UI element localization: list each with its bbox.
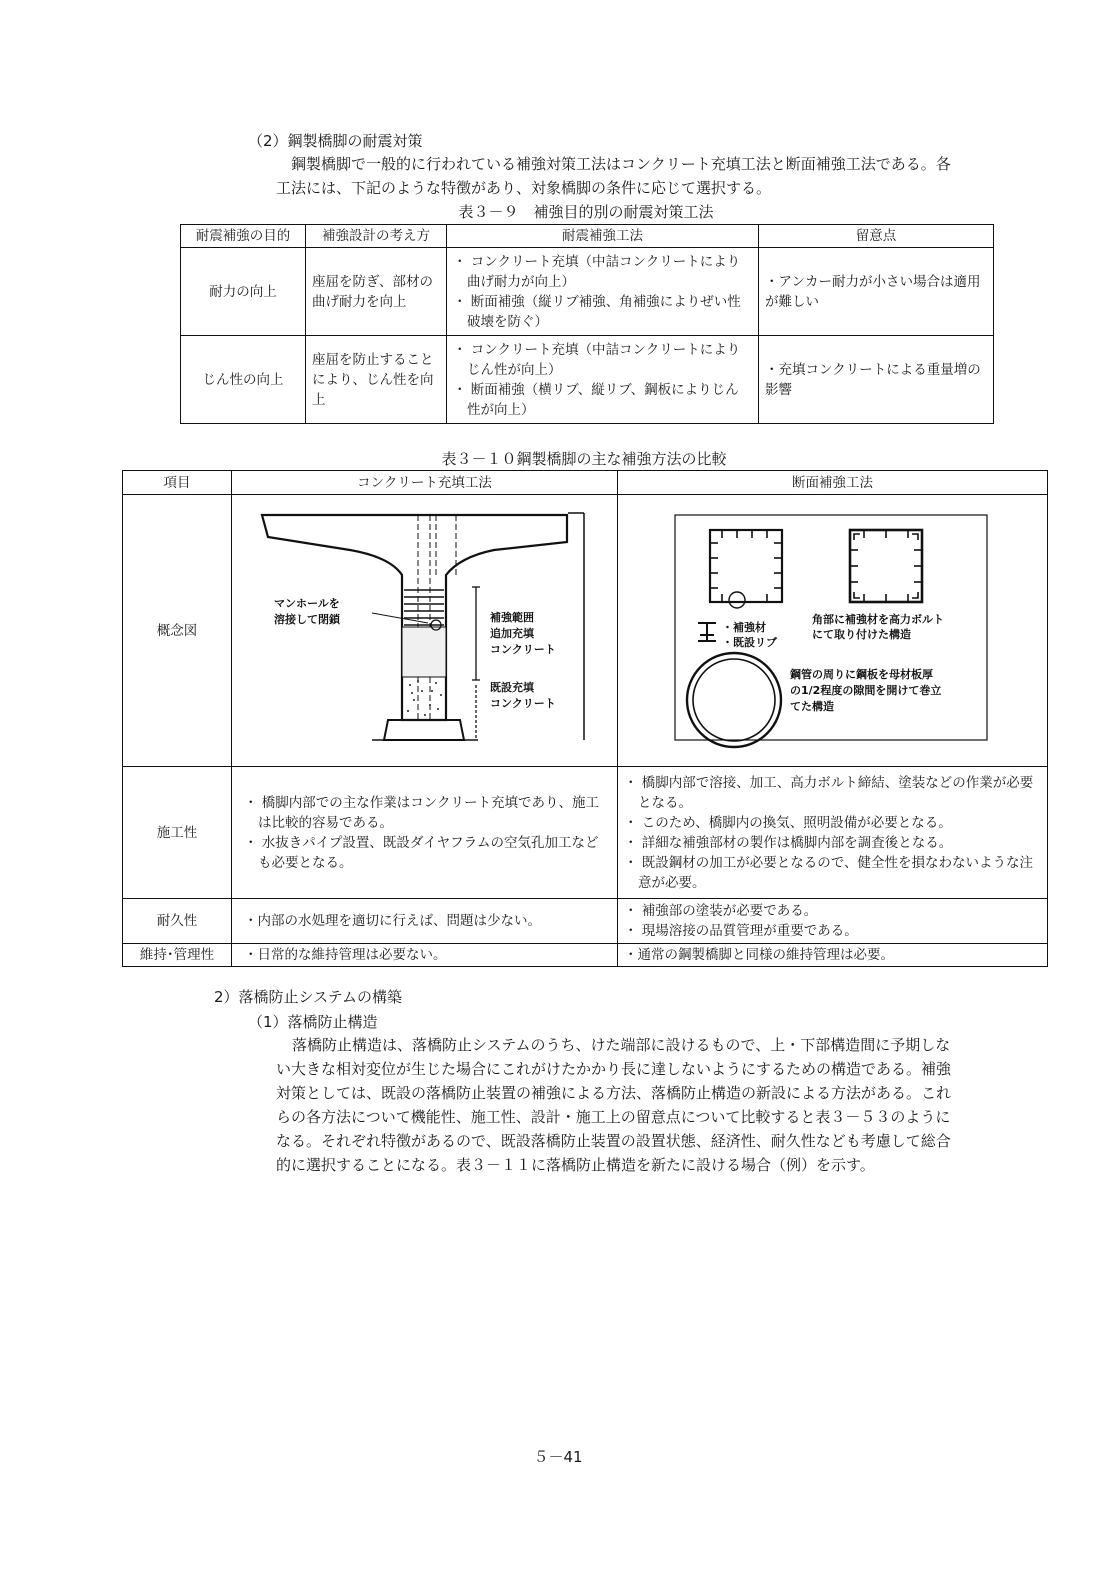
figure-label: の1/2程度の隙間を開けて巻立 [790,684,942,697]
list-item-text: 断面補強（縦リブ補強、角補強によりぜい性破壊を防ぐ） [467,293,741,330]
paragraph-line: らの各方法について機能性、施工性、設計・施工上の留意点について比較すると表３－５３のように [276,1108,951,1126]
list-item: ・ 現場溶接の品質管理が重要である。 [624,923,858,939]
section-paragraph [276,1033,1036,1177]
list-item: ・ 断面補強（横リブ、縦リブ、鋼板によりじん性が向上） [453,381,739,418]
row-label: 維持･管理性 [123,944,232,967]
table-row [123,944,1048,967]
table-row [181,336,994,424]
column-header: 耐震補強工法 [447,225,759,248]
table-caption: 表３－９ 補強目的別の耐震対策工法 [458,203,714,221]
list-item: ・日常的な維持管理は必要ない。 [244,947,447,963]
column-header: 補強設計の考え方 [306,225,447,248]
methods-cell [447,336,759,424]
concept-figure-cell [618,495,1048,767]
paragraph-line: 落橋防止構造は、落橋防止システムのうち、けた端部に設けるもので、上・下部構造間に予期しな [292,1036,951,1054]
row-label: 耐久性 [123,899,232,944]
column-header: 断面補強工法 [618,471,1048,495]
comparison-cell [232,767,618,899]
table-row [123,899,1048,944]
comparison-cell [618,899,1048,944]
concept-cell: 座屈を防止することにより、じん性を向上 [306,336,447,424]
list-item-text: 日常的な維持管理は必要ない。 [257,947,447,963]
figure-label: 追加充填 [490,627,534,640]
figure-label: にて取り付けた構造 [812,628,911,641]
section-reinforcement-figure [618,495,1046,760]
list-item-text: このため、橋脚内の換気、照明設備が必要となる。 [641,814,952,831]
list-item: ・ 水抜きパイプ設置、既設ダイヤフラムの空気孔加工なども必要となる。 [244,834,599,871]
section-heading: 2）落橋防止システムの構築 [214,988,403,1006]
row-label: 概念図 [123,495,232,767]
list-item-text: 断面補強（横リブ、縦リブ、鋼板によりじん性が向上） [467,381,739,418]
figure-label: 溶接して閉鎖 [274,613,340,626]
list-item: ・ コンクリート充填（中詰コンクリートによりじん性が向上） [453,341,741,378]
list-item-text: 補強部の塗装が必要である。 [641,903,818,919]
section-paragraph-line: 鋼製橋脚で一般的に行われている補強対策工法はコンクリート充填工法と断面補強工法である。各 [291,155,951,173]
subsection-heading: （1）落橋防止構造 [248,1013,378,1031]
list-item-text: 詳細な補強部材の製作は橋脚内部を調査後となる。 [641,834,953,851]
list-item: ・ このため、橋脚内の換気、照明設備が必要となる。 [624,814,952,831]
list-item-text: 既設鋼材の加工が必要となるので、健全性を損なわないような注意が必要。 [638,854,1034,891]
purpose-cell: 耐力の向上 [181,248,306,336]
figure-label: コンクリート [490,697,556,710]
list-item-text: 水抜きパイプ設置、既設ダイヤフラムの空気孔加工なども必要となる。 [258,834,599,871]
list-item: ・内部の水処理を適切に行えば、問題は少ない。 [244,913,541,929]
section-paragraph-line: 工法には、下記のような特徴があり、対象橋脚の条件に応じて選択する。 [276,179,772,197]
comparison-cell [618,767,1048,899]
table-3-10 [122,470,1048,967]
figure-label: 鋼管の周りに鋼板を母材板厚 [790,668,933,681]
column-header: 留意点 [759,225,994,248]
purpose-cell: じん性の向上 [181,336,306,424]
list-item-text: コンクリート充填（中詰コンクリートにより曲げ耐力が向上） [467,253,741,290]
notes-cell: ・アンカー耐力が小さい場合は適用が難しい [759,248,994,336]
figure-label: てた構造 [790,700,834,713]
row-label: 施工性 [123,767,232,899]
comparison-cell [232,944,618,967]
column-header: 項目 [123,471,232,495]
column-header: コンクリート充填工法 [232,471,618,495]
list-item: ・通常の鋼製橋脚と同様の維持管理は必要。 [624,947,894,963]
list-item-text: コンクリート充填（中詰コンクリートによりじん性が向上） [467,341,741,378]
table-header-row [123,471,1048,495]
table-3-9 [180,224,994,424]
list-item: ・ 断面補強（縦リブ補強、角補強によりぜい性破壊を防ぐ） [453,293,741,330]
paragraph-line: 対策としては、既設の落橋防止装置の補強による方法、落橋防止構造の新設による方法がある。これ [276,1084,952,1102]
figure-label: ・補強材 [722,621,766,634]
paragraph-line: なる。それぞれ特徴があるので、既設落橋防止装置の設置状態、経済性、耐久性なども考慮して総合 [276,1132,951,1150]
methods-cell [447,248,759,336]
table-header-row [181,225,994,248]
paragraph-line: い大きな相対変位が生じた場合にこれがけたかかり長に達しないようにするための構造である。補強 [276,1060,952,1078]
table-row [123,767,1048,899]
list-item: ・ 詳細な補強部材の製作は橋脚内部を調査後となる。 [624,834,953,851]
figure-label: 既設充填 [490,681,534,694]
comparison-cell [232,899,618,944]
list-item-text: 橋脚内部での主な作業はコンクリート充填であり、施工は比較的容易である。 [258,794,600,831]
concept-cell: 座屈を防ぎ、部材の曲げ耐力を向上 [306,248,447,336]
table-row [123,495,1048,767]
figure-label: 補強範囲 [490,611,534,624]
figure-label: ・既設リブ [722,636,777,649]
table-row [181,248,994,336]
concrete-fill-figure [232,495,616,760]
list-item-text: 通常の鋼製橋脚と同様の維持管理は必要。 [637,947,894,963]
list-item: ・ 既設鋼材の加工が必要となるので、健全性を損なわないような注意が必要。 [624,854,1034,891]
list-item: ・ 補強部の塗装が必要である。 [624,903,818,919]
column-header: 耐震補強の目的 [181,225,306,248]
page-number: ５－41 [533,1448,583,1466]
concept-figure-cell [232,495,618,767]
figure-label: マンホールを [274,597,340,610]
list-item-text: 内部の水処理を適切に行えば、問題は少ない。 [257,913,541,929]
section-heading: （2）鋼製橋脚の耐震対策 [248,132,423,150]
list-item: ・ 橋脚内部で溶接、加工、高力ボルト締結、塗装などの作業が必要となる。 [624,774,1034,811]
table-caption: 表３－１０鋼製橋脚の主な補強方法の比較 [441,450,727,468]
notes-cell: ・充填コンクリートによる重量増の影響 [759,336,994,424]
list-item: ・ コンクリート充填（中詰コンクリートにより曲げ耐力が向上） [453,253,741,290]
comparison-cell [618,944,1048,967]
list-item: ・ 橋脚内部での主な作業はコンクリート充填であり、施工は比較的容易である。 [244,794,600,831]
list-item-text: 橋脚内部で溶接、加工、高力ボルト締結、塗装などの作業が必要となる。 [638,774,1034,811]
figure-label: 角部に補強材を高力ボルト [812,613,944,626]
list-item-text: 現場溶接の品質管理が重要である。 [641,923,858,939]
paragraph-line: 的に選択することになる。表３－１１に落橋防止構造を新たに設ける場合（例）を示す。 [276,1156,875,1174]
figure-label: コンクリート [490,643,556,656]
